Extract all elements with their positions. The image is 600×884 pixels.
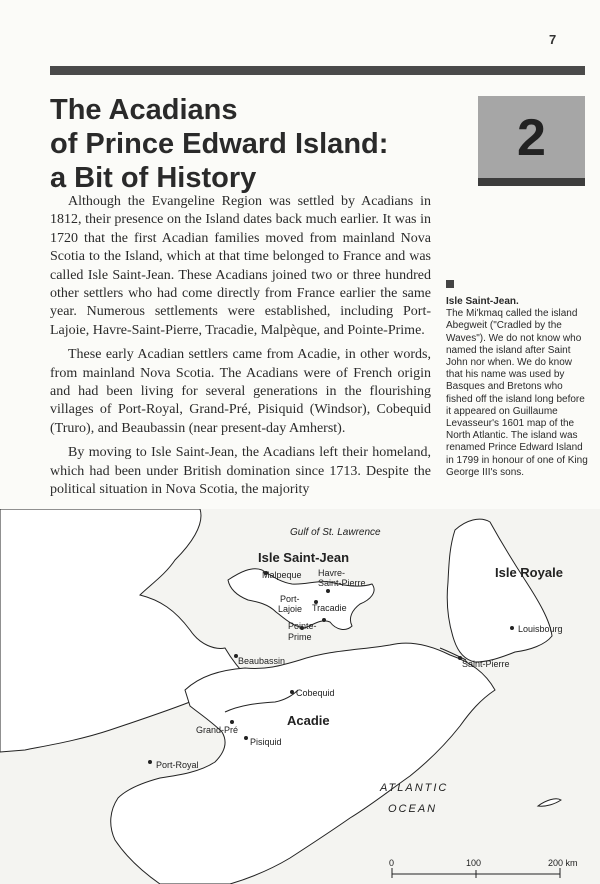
isle-saint-jean-label: Isle Saint-Jean xyxy=(258,550,350,565)
sidenote-marker-icon xyxy=(446,280,454,288)
paragraph: By moving to Isle Saint-Jean, the Acadians left their homeland, which had been under British domination since 1713. Despite the political situation in Nova Scotia, the majority xyxy=(50,445,431,498)
scale-label-0: 0 xyxy=(389,858,395,868)
historical-map xyxy=(0,509,600,884)
pointe-prime-label-2: Prime xyxy=(288,632,312,642)
page-number: 7 xyxy=(549,32,557,47)
port-lajoie-label-1: Port- xyxy=(280,594,300,604)
sidenote-text: The Mi'kmaq called the island Abegweit ("Cradled by the Waves"). We do not know who named the island after Saint John nor when. We do know that his name was used by Basques and Bretons who fished off the island long before it appeared on Guillaume Levasseur's 1601 map of the North Atlantic. The island was renamed Prince Edward Island in 1799 in honour of one of King George III's sons. xyxy=(446,308,588,478)
isle-royale-label: Isle Royale xyxy=(495,565,563,580)
chapter-title xyxy=(50,93,470,195)
port-royal-label: Port-Royal xyxy=(156,760,199,770)
scale-label-200: 200 km xyxy=(548,858,578,868)
pisiquid-label: Pisiquid xyxy=(250,737,282,747)
havre-label-2: Saint-Pierre xyxy=(318,578,366,588)
port-lajoie-label-2: Lajoie xyxy=(278,604,303,614)
grand-pre-dot xyxy=(230,720,234,724)
acadie-label: Acadie xyxy=(287,713,330,728)
malpeque-label: Malpeque xyxy=(262,570,302,580)
title-line-1: The Acadians xyxy=(50,94,238,126)
gulf-label: Gulf of St. Lawrence xyxy=(290,527,381,538)
chapter-number: 2 xyxy=(517,108,546,167)
sidenote xyxy=(446,280,591,479)
louisbourg-label: Louisbourg xyxy=(518,624,563,634)
top-rule xyxy=(50,66,585,75)
cobequid-label: Cobequid xyxy=(296,688,335,698)
louisbourg-dot xyxy=(510,626,514,630)
title-line-2: of Prince Edward Island: xyxy=(50,128,389,160)
chapter-box-rule xyxy=(478,178,585,186)
tracadie-label: Tracadie xyxy=(312,603,347,613)
paragraph: Although the Evangeline Region was settled by Acadians in 1812, their presence on the Island dates back much earlier. It was in 1720 that the first Acadian families moved from mainland Nova Scotia to the Island, which at that time belonged to France and was called Isle Saint-Jean. These Acadians joined two or three hundred other settlers who had come directly from France earlier the same year. Numerous settlements were established, including Port-Lajoie, Havre-Saint-Pierre, Tracadie, Malpèque, and Pointe-Prime. xyxy=(50,194,431,338)
sidenote-heading: Isle Saint-Jean. xyxy=(446,296,519,307)
grand-pre-label: Grand-Pré xyxy=(196,725,239,735)
havre-saint-pierre-dot xyxy=(326,589,330,593)
ocean-label: OCEAN xyxy=(388,803,438,815)
scale-label-100: 100 xyxy=(466,858,482,868)
title-line-3: a Bit of History xyxy=(50,162,257,194)
atlantic-label: ATLANTIC xyxy=(380,782,449,794)
cobequid-dot xyxy=(290,690,294,694)
chapter-number-box xyxy=(478,96,585,179)
saint-pierre-label: Saint-Pierre xyxy=(462,659,510,669)
port-royal-dot xyxy=(148,760,152,764)
havre-label-1: Havre- xyxy=(318,568,346,578)
pointe-prime-dot xyxy=(322,618,326,622)
body-text xyxy=(50,193,431,506)
pointe-prime-label-1: Pointe- xyxy=(288,621,317,631)
beaubassin-label: Beaubassin xyxy=(238,656,286,666)
paragraph: These early Acadian settlers came from Acadie, in other words, from mainland Nova Scotia. The Acadians were of French origin and had been living for several generations in the flourishing villages of Port-Royal, Grand-Pré, Pisiquid (Windsor), Cobequid (Truro), and Beaubassin (near present-day Amherst). xyxy=(50,347,431,436)
pisiquid-dot xyxy=(244,736,248,740)
